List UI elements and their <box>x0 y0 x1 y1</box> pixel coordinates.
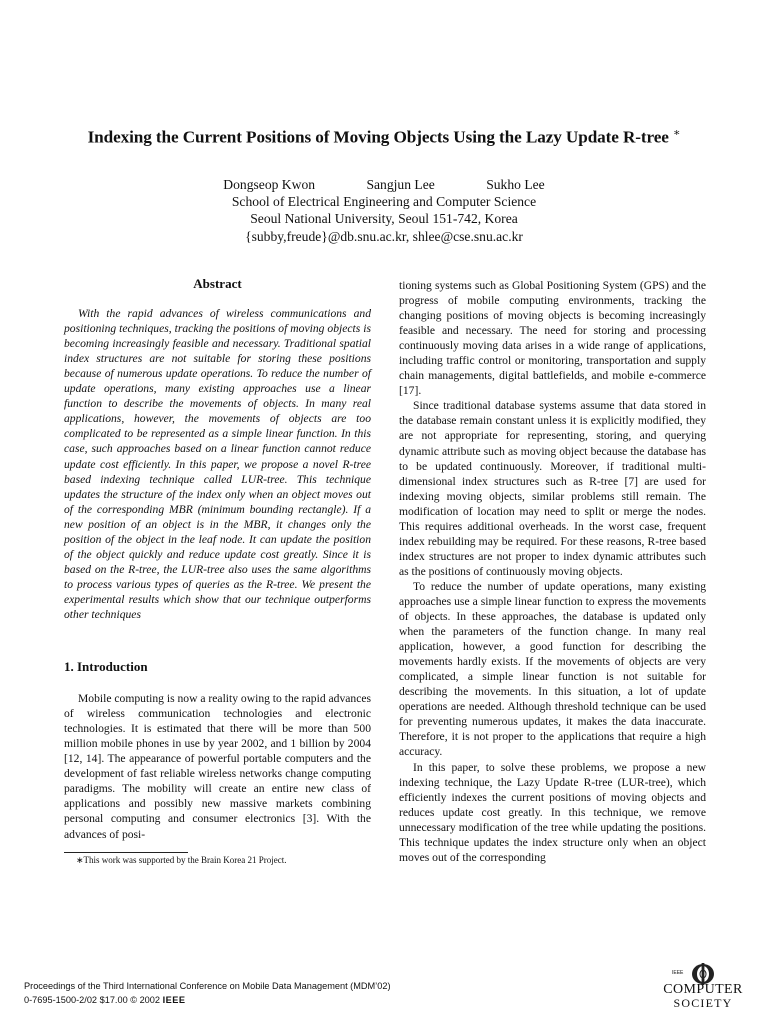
footnote-divider <box>64 852 188 853</box>
proceedings-footer <box>24 979 391 1007</box>
footer-proceedings-line: Proceedings of the Third International Conference on Mobile Data Management (MDM’02) <box>24 981 391 991</box>
section-heading-introduction: 1. Introduction <box>64 659 148 675</box>
abstract-text: With the rapid advances of wireless communications and positioning techniques, tracking the positions of moving objects is becoming increasingly feasible and necessary. Traditional spatial index structures are not suitable for storing these positions because of numerous update operations. To reduce the number of update operations, many existing approaches use a linear function to describe the movements of objects. In many real applications, however, the movements of objects are too complicated to be represented as a simple linear function. In this case, such approaches based on a linear function cannot reduce update cost efficiently. In this paper, we propose a novel R-tree based indexing technique called LUR-tree. This technique updates the structure of the index only when an object moves out of the corresponding MBR (minimum bounding rectangle). If a new position of an object is in the MBR, it changes only the position of the object in the leaf node. It can update the position of the object quickly and reduce update cost greatly. Since it is based on the R-tree, the LUR-tree also uses the same algorithms to process various types of queries as the R-tree. We present the experimental results which show that our technique outperforms other techniques <box>64 307 371 621</box>
right-paragraph-4: In this paper, to solve these problems, we propose a new indexing technique, the Lazy Update R-tree (LUR-tree), which efficiently indexes the current positions of moving objects and reduces update cost greatly. In this technique, we remove unnecessary modification of the tree while updating the positions. This technique updates the index structure only when an object moves out of the corresponding <box>399 760 706 864</box>
right-paragraph-2: Since traditional database systems assume that data stored in the database remain constant unless it is explicitly modified, they are not appropriate for representing, storing, and querying dynamic attribute such as moving object because the database has to be updated continuously. Moreover, if traditional multi-dimensional index structures such as R-tree [7] are used for indexing moving objects, similar problems still remain. The modification of location may need to split or merge the nodes. This requires additional overheads. In the worst case, frequent index rebuilding may be required. For these reasons, R-tree based index structures are not proper to index dynamic attributes such as the positions of continuously moving objects. <box>399 399 706 578</box>
author-names <box>0 176 768 193</box>
right-column <box>399 278 706 865</box>
logo-ieee-text: IEEE <box>672 970 684 976</box>
logo-line-computer: COMPUTER <box>663 982 743 997</box>
footer-copyright-text: 0-7695-1500-2/02 $17.00 © 2002 <box>24 995 163 1005</box>
paper-title-text: Indexing the Current Positions of Moving Objects Using the Lazy Update R-tree <box>87 127 669 147</box>
title-footnote-mark: ∗ <box>673 127 681 139</box>
abstract-heading: Abstract <box>193 276 242 291</box>
right-paragraph-1: tioning systems such as Global Positioning System (GPS) and the progress of mobile computing environments, tracking the changing positions of moving objects is becoming increasingly feasible and necessary. The need for storing and processing continuously moving data arises in a wide range of applications, including traffic control or monitoring, transportation and supply chain managements, digital battlefields, and mobile e-commerce [17]. <box>399 279 706 398</box>
emails: {subby,freude}@db.snu.ac.kr, shlee@cse.snu.ac.kr <box>245 228 523 244</box>
footer-copyright-line <box>24 993 391 1007</box>
author-3: Sukho Lee <box>486 177 545 192</box>
intro-paragraph: Mobile computing is now a reality owing to the rapid advances of wireless communication technologies and electronic technologies. It is estimated that there will be more than 500 million mobile phones in use by year 2002, and 1 billion by 2004 [12, 14]. The appearance of powerful portable computers and the development of fast reliable wireless networks change computing paradigms. The mobility will create an entire new class of applications and possibly new massive markets combining personal computing and consumer electronics [3]. With the advances of posi- <box>64 692 371 841</box>
author-block <box>0 176 768 245</box>
right-paragraph-3: To reduce the number of update operations, many existing approaches use a simple linear function to express the movements of objects. In these approaches, the database is updated only when the parameters of the function change. In many real application, however, a good function for describing the movements hardly exists. If the movements of objects are very complicated, a simple linear function is not suitable for describing the movements. In this situation, a lot of update operations are needed. Although threshold technique can be used for preventing numerous updates, it makes the data inaccurate. Therefore, it is not proper to the applications that require a high accuracy. <box>399 579 706 759</box>
author-2: Sangjun Lee <box>366 177 435 192</box>
computer-society-logo <box>660 960 746 1010</box>
logo-line-society: SOCIETY <box>673 996 733 1010</box>
author-1: Dongseop Kwon <box>223 177 316 192</box>
address: Seoul National University, Seoul 151-742, Korea <box>250 211 518 227</box>
affiliation: School of Electrical Engineering and Computer Science <box>231 194 537 210</box>
paper-title <box>30 126 738 148</box>
footer-ieee: IEEE <box>162 995 186 1005</box>
left-column <box>64 276 371 842</box>
footnote: ∗This work was supported by the Brain Korea 21 Project. <box>76 855 287 865</box>
